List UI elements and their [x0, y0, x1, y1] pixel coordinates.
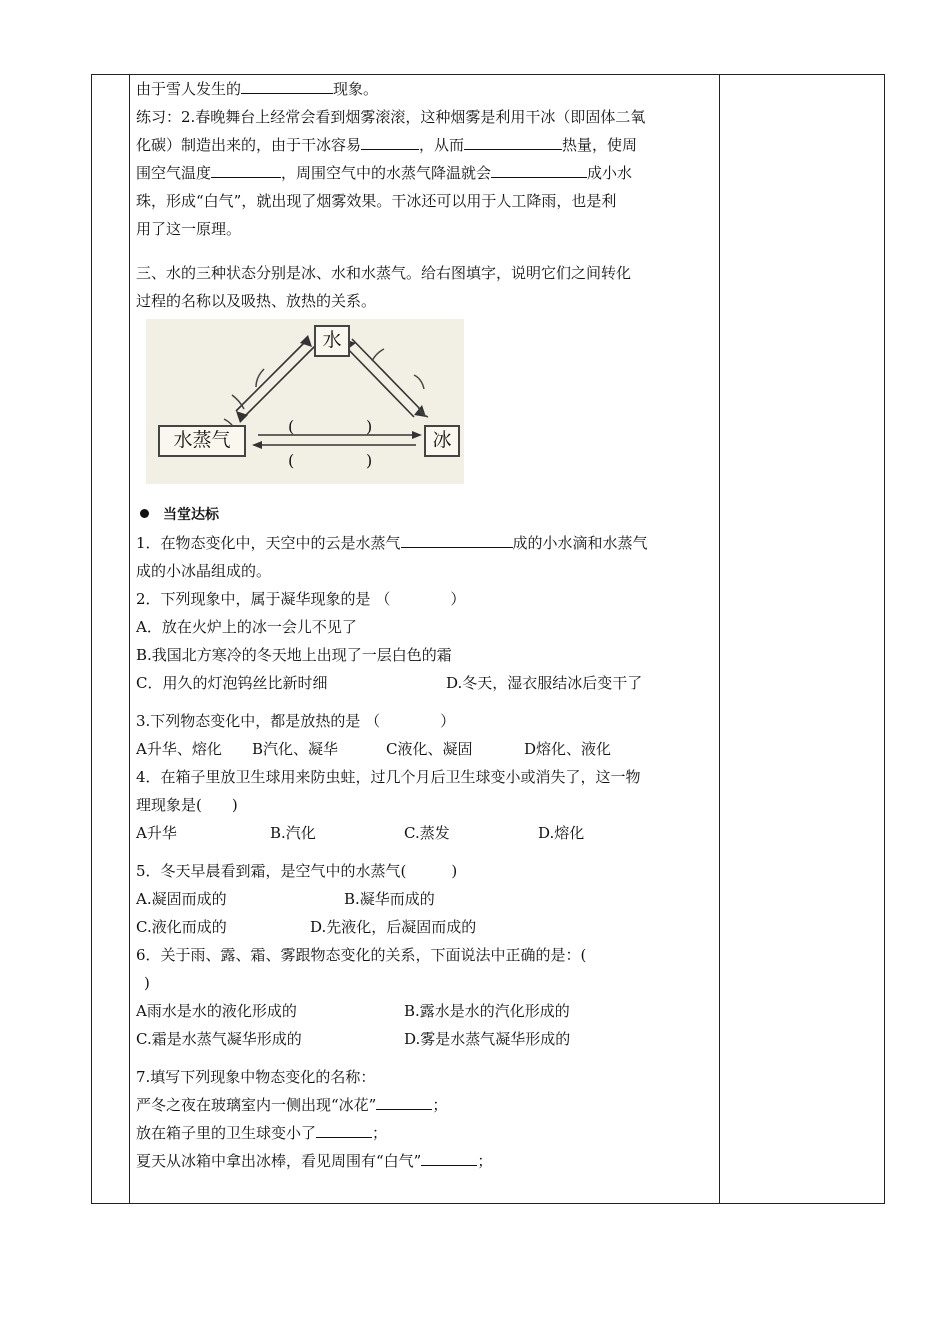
- blank-field: [401, 531, 513, 548]
- blank-field: [211, 161, 281, 178]
- question-6: 6．关于雨、露、霜、雾跟物态变化的关系，下面说法中正确的是：( ) A雨水是水的液化形成的 B.露水是水的汽化形成的 C.霜是水蒸气凝华形成的 D.雾是水蒸气凝华形成的: [136, 946, 587, 1048]
- diagram-arrows: [146, 319, 464, 484]
- page-table: [91, 74, 885, 1204]
- blank-paren-open: (: [288, 451, 295, 470]
- question-2: 2．下列现象中，属于凝华现象的是 （ ） A．放在火炉上的冰一会儿不见了 B.我国北方寒冷的冬天地上出现了一层白色的霜 C．用久的灯泡钨丝比新时细 D.冬天，湿衣服结冰后变干了: [136, 590, 643, 692]
- intro-line: 由于雪人发生的 现象。: [136, 75, 710, 103]
- bullet-icon: [140, 509, 149, 518]
- blank-field: [241, 77, 333, 94]
- blank-paren-close: ): [366, 451, 373, 470]
- water-vapor-box: 水蒸气: [158, 425, 246, 457]
- blank-paren-open: (: [288, 417, 295, 436]
- blank-field: [316, 1121, 372, 1138]
- section-3: 三、水的三种状态分别是冰、水和水蒸气。给右图填字，说明它们之间转化 过程的名称以及吸热、放热的关系。: [136, 264, 632, 310]
- question-5: 5．冬天早晨看到霜，是空气中的水蒸气( ) A.凝固而成的 B.凝华而成的 C.液化而成的 D.先液化，后凝固而成的: [136, 862, 477, 936]
- practice-2: 练习：2.春晚舞台上经常会看到烟雾滚滚，这种烟雾是利用干冰（即固体二氧 化碳）制造出来的，由于干冰容易 ，从而 热量，使周 围空气温度 ，周围空气中的水蒸气降温就会 成小水 珠，形成“白气”，就出现了烟雾效果。干冰还可以用于人工降雨，也是利 用了这一原理。: [136, 108, 646, 238]
- left-column-line: [129, 75, 130, 1203]
- ice-box: 冰: [424, 425, 460, 457]
- question-4: 4．在箱子里放卫生球用来防虫蛀，过几个月后卫生球变小或消失了，这一物 理现象是( ) A升华 B.汽化 C.蒸发 D.熔化: [136, 768, 641, 842]
- right-column-line: [719, 75, 720, 1203]
- question-7: 7.填写下列现象中物态变化的名称： 严冬之夜在玻璃室内一侧出现“冰花” ； 放在箱子里的卫生球变小了 ； 夏天从冰箱中拿出冰棒，看见周围有“白气” ；: [136, 1068, 493, 1170]
- water-box: 水: [314, 325, 350, 357]
- section-title: 当堂达标: [136, 500, 710, 529]
- state-change-diagram: [146, 319, 464, 484]
- blank-field: [491, 161, 587, 178]
- blank-field: [361, 133, 419, 150]
- blank-field: [464, 133, 562, 150]
- blank-field: [376, 1093, 432, 1110]
- blank-field: [421, 1149, 477, 1166]
- blank-paren-close: ): [366, 417, 373, 436]
- question-1: 1．在物态变化中，天空中的云是水蒸气 成的小水滴和水蒸气 成的小冰晶组成的。: [136, 529, 710, 585]
- main-content: [136, 75, 710, 1175]
- question-3: 3.下列物态变化中，都是放热的是 （ ） A升华、熔化 B汽化、凝华 C液化、凝固 D熔化、液化: [136, 712, 612, 758]
